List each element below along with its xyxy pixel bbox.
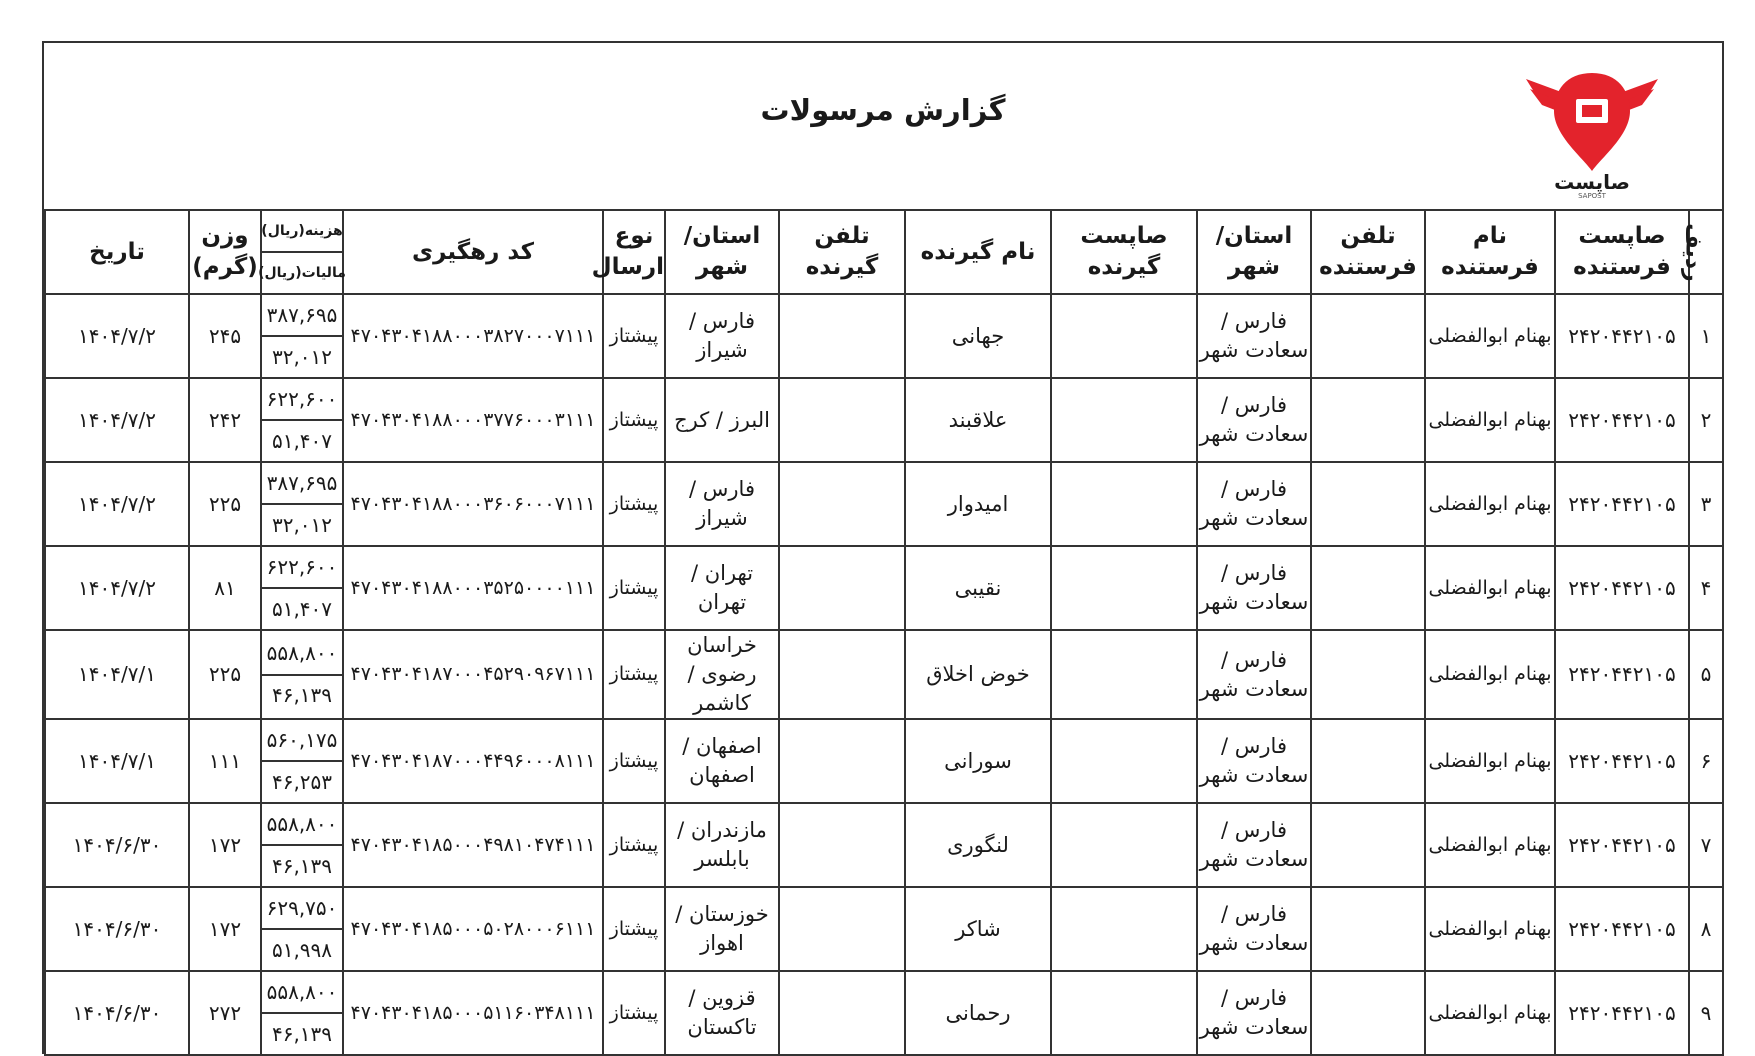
- receiver-city: البرز / کرج: [665, 378, 779, 462]
- sender-phone: [1311, 294, 1425, 378]
- report-page: [42, 41, 1724, 1054]
- receiver-name: لنگوری: [905, 803, 1051, 887]
- receiver-phone: [779, 378, 905, 462]
- sender-phone: [1311, 971, 1425, 1055]
- receiver-phone: [779, 971, 905, 1055]
- receiver-name: سورانی: [905, 719, 1051, 803]
- cost-tax-cell: [261, 887, 343, 971]
- receiver-code: [1051, 887, 1197, 971]
- tracking-code: ۴۷۰۴۳۰۴۱۸۸۰۰۰۳۵۲۵۰۰۰۰۱۱۱: [343, 546, 603, 630]
- sender-code: ۲۴۲۰۴۴۲۱۰۵: [1555, 378, 1689, 462]
- table-row: [45, 378, 1723, 462]
- send-type: پیشتاز: [603, 887, 665, 971]
- date-value: ۱۴۰۴/۷/۱: [45, 630, 189, 719]
- send-type: پیشتاز: [603, 294, 665, 378]
- cost-value: ۳۸۷,۶۹۵: [262, 295, 342, 337]
- tax-value: ۵۱,۹۹۸: [271, 937, 333, 962]
- receiver-city: فارس / شیراز: [665, 294, 779, 378]
- receiver-code: [1051, 294, 1197, 378]
- tracking-code: ۴۷۰۴۳۰۴۱۸۵۰۰۰۵۱۱۶۰۳۴۸۱۱۱: [343, 971, 603, 1055]
- sender-name: بهنام ابوالفضلی: [1425, 546, 1555, 630]
- header-send-type: نوع ارسال: [603, 210, 665, 294]
- sender-name: بهنام ابوالفضلی: [1425, 630, 1555, 719]
- sender-name: بهنام ابوالفضلی: [1425, 803, 1555, 887]
- header-sender-code: صاپست فرستنده: [1555, 210, 1689, 294]
- weight-value: ۸۱: [189, 546, 261, 630]
- receiver-city: خراسان رضوی / کاشمر: [665, 630, 779, 719]
- header-row-number: ردیف: [1689, 210, 1723, 294]
- date-value: ۱۴۰۴/۷/۲: [45, 546, 189, 630]
- receiver-code: [1051, 630, 1197, 719]
- weight-value: ۲۷۲: [189, 971, 261, 1055]
- tax-value: ۴۶,۱۳۹: [271, 853, 333, 878]
- sender-name: بهنام ابوالفضلی: [1425, 462, 1555, 546]
- receiver-code: [1051, 546, 1197, 630]
- sender-name: بهنام ابوالفضلی: [1425, 719, 1555, 803]
- sender-city: فارس / سعادت شهر: [1197, 887, 1311, 971]
- row-number: ۱: [1689, 294, 1723, 378]
- cost-value: ۵۵۸,۸۰۰: [262, 634, 342, 676]
- sender-phone: [1311, 719, 1425, 803]
- header-cost: هزینه(ریال): [262, 211, 342, 253]
- sender-name: بهنام ابوالفضلی: [1425, 378, 1555, 462]
- receiver-name: خوض اخلاق: [905, 630, 1051, 719]
- row-number: ۵: [1689, 630, 1723, 719]
- cost-tax-cell: [261, 971, 343, 1055]
- tax-value: ۴۶,۲۵۳: [271, 769, 333, 794]
- weight-value: ۱۷۲: [189, 803, 261, 887]
- table-row: [45, 719, 1723, 803]
- table-row: [45, 462, 1723, 546]
- receiver-phone: [779, 719, 905, 803]
- receiver-code: [1051, 971, 1197, 1055]
- row-number: ۷: [1689, 803, 1723, 887]
- send-type: پیشتاز: [603, 630, 665, 719]
- sender-phone: [1311, 546, 1425, 630]
- tracking-code: ۴۷۰۴۳۰۴۱۸۵۰۰۰۴۹۸۱۰۴۷۴۱۱۱: [343, 803, 603, 887]
- row-number: ۴: [1689, 546, 1723, 630]
- header-receiver-phone: تلفن گیرنده: [779, 210, 905, 294]
- cost-tax-cell: [261, 462, 343, 546]
- sender-city: فارس / سعادت شهر: [1197, 546, 1311, 630]
- sender-code: ۲۴۲۰۴۴۲۱۰۵: [1555, 630, 1689, 719]
- header-receiver-name: نام گیرنده: [905, 210, 1051, 294]
- sender-code: ۲۴۲۰۴۴۲۱۰۵: [1555, 719, 1689, 803]
- table-row: [45, 294, 1723, 378]
- table-row: [45, 971, 1723, 1055]
- send-type: پیشتاز: [603, 378, 665, 462]
- receiver-code: [1051, 462, 1197, 546]
- header-sender-city: استان/ شهر: [1197, 210, 1311, 294]
- header-receiver-code: صاپست گیرنده: [1051, 210, 1197, 294]
- report-header: [44, 43, 1722, 211]
- tax-value: ۴۶,۱۳۹: [271, 683, 333, 707]
- tracking-code: ۴۷۰۴۳۰۴۱۸۷۰۰۰۴۵۲۹۰۹۶۷۱۱۱: [343, 630, 603, 719]
- sapost-logo-icon: [1524, 59, 1660, 199]
- sender-code: ۲۴۲۰۴۴۲۱۰۵: [1555, 294, 1689, 378]
- sender-code: ۲۴۲۰۴۴۲۱۰۵: [1555, 546, 1689, 630]
- receiver-name: علاقبند: [905, 378, 1051, 462]
- sender-phone: [1311, 630, 1425, 719]
- sender-name: بهنام ابوالفضلی: [1425, 294, 1555, 378]
- sender-city: فارس / سعادت شهر: [1197, 294, 1311, 378]
- date-value: ۱۴۰۴/۶/۳۰: [45, 887, 189, 971]
- receiver-name: جهانی: [905, 294, 1051, 378]
- sender-city: فارس / سعادت شهر: [1197, 462, 1311, 546]
- receiver-phone: [779, 462, 905, 546]
- cost-value: ۵۵۸,۸۰۰: [262, 972, 342, 1014]
- row-number: ۶: [1689, 719, 1723, 803]
- sender-phone: [1311, 803, 1425, 887]
- receiver-code: [1051, 719, 1197, 803]
- sender-code: ۲۴۲۰۴۴۲۱۰۵: [1555, 803, 1689, 887]
- cost-tax-cell: [261, 719, 343, 803]
- receiver-phone: [779, 887, 905, 971]
- receiver-phone: [779, 294, 905, 378]
- weight-value: ۲۴۵: [189, 294, 261, 378]
- header-receiver-city: استان/ شهر: [665, 210, 779, 294]
- send-type: پیشتاز: [603, 971, 665, 1055]
- receiver-code: [1051, 803, 1197, 887]
- weight-value: ۲۴۲: [189, 378, 261, 462]
- header-date: تاریخ: [45, 210, 189, 294]
- cost-value: ۵۶۰,۱۷۵: [262, 720, 342, 762]
- receiver-phone: [779, 630, 905, 719]
- header-weight: وزن (گرم): [189, 210, 261, 294]
- table-row: [45, 803, 1723, 887]
- sender-city: فارس / سعادت شهر: [1197, 719, 1311, 803]
- row-number: ۸: [1689, 887, 1723, 971]
- receiver-name: نقیبی: [905, 546, 1051, 630]
- tracking-code: ۴۷۰۴۳۰۴۱۸۵۰۰۰۵۰۲۸۰۰۰۶۱۱۱: [343, 887, 603, 971]
- date-value: ۱۴۰۴/۶/۳۰: [45, 971, 189, 1055]
- header-sender-name: نام فرستنده: [1425, 210, 1555, 294]
- cost-tax-cell: [261, 630, 343, 719]
- sender-code: ۲۴۲۰۴۴۲۱۰۵: [1555, 887, 1689, 971]
- sender-code: ۲۴۲۰۴۴۲۱۰۵: [1555, 462, 1689, 546]
- tax-value: ۴۶,۱۳۹: [271, 1021, 333, 1046]
- sender-phone: [1311, 887, 1425, 971]
- table-row: [45, 630, 1723, 719]
- tracking-code: ۴۷۰۴۳۰۴۱۸۸۰۰۰۳۸۲۷۰۰۰۷۱۱۱: [343, 294, 603, 378]
- weight-value: ۱۱۱: [189, 719, 261, 803]
- cost-value: ۵۵۸,۸۰۰: [262, 804, 342, 846]
- table-row: [45, 887, 1723, 971]
- table-row: [45, 546, 1723, 630]
- send-type: پیشتاز: [603, 719, 665, 803]
- receiver-city: اصفهان / اصفهان: [665, 719, 779, 803]
- tracking-code: ۴۷۰۴۳۰۴۱۸۸۰۰۰۳۶۰۶۰۰۰۷۱۱۱: [343, 462, 603, 546]
- cost-value: ۶۲۲,۶۰۰: [262, 547, 342, 589]
- cost-tax-cell: [261, 378, 343, 462]
- cost-tax-cell: [261, 803, 343, 887]
- send-type: پیشتاز: [603, 803, 665, 887]
- tax-value: ۵۱,۴۰۷: [271, 428, 333, 453]
- receiver-name: رحمانی: [905, 971, 1051, 1055]
- tracking-code: ۴۷۰۴۳۰۴۱۸۷۰۰۰۴۴۹۶۰۰۰۸۱۱۱: [343, 719, 603, 803]
- receiver-city: خوزستان / اهواز: [665, 887, 779, 971]
- tracking-code: ۴۷۰۴۳۰۴۱۸۸۰۰۰۳۷۷۶۰۰۰۳۱۱۱: [343, 378, 603, 462]
- receiver-phone: [779, 546, 905, 630]
- table-header-row: [45, 210, 1723, 294]
- receiver-code: [1051, 378, 1197, 462]
- sender-phone: [1311, 462, 1425, 546]
- sender-city: فارس / سعادت شهر: [1197, 971, 1311, 1055]
- send-type: پیشتاز: [603, 546, 665, 630]
- logo-text: صاپست: [1554, 170, 1630, 194]
- header-cost-tax: [258, 210, 346, 294]
- row-number: ۲: [1689, 378, 1723, 462]
- cost-tax-cell: [261, 546, 343, 630]
- cost-tax-cell: [261, 294, 343, 378]
- cost-value: ۶۲۹,۷۵۰: [262, 888, 342, 930]
- header-tax: مالیات(ریال): [258, 265, 346, 281]
- sender-name: بهنام ابوالفضلی: [1425, 887, 1555, 971]
- header-tracking-code: کد رهگیری: [343, 210, 603, 294]
- receiver-city: قزوین / تاکستان: [665, 971, 779, 1055]
- date-value: ۱۴۰۴/۷/۲: [45, 462, 189, 546]
- weight-value: ۲۲۵: [189, 630, 261, 719]
- receiver-name: شاکر: [905, 887, 1051, 971]
- receiver-city: مازندران / بابلسر: [665, 803, 779, 887]
- tax-value: ۳۲,۰۱۲: [271, 512, 333, 537]
- send-type: پیشتاز: [603, 462, 665, 546]
- shipments-table: [44, 209, 1724, 1056]
- sender-code: ۲۴۲۰۴۴۲۱۰۵: [1555, 971, 1689, 1055]
- row-number: ۳: [1689, 462, 1723, 546]
- logo-subtext: SAPOST: [1578, 192, 1606, 200]
- receiver-city: تهران / تهران: [665, 546, 779, 630]
- weight-value: ۲۲۵: [189, 462, 261, 546]
- header-sender-phone: تلفن فرستنده: [1311, 210, 1425, 294]
- receiver-phone: [779, 803, 905, 887]
- page-title: گزارش مرسولات: [760, 93, 1006, 127]
- weight-value: ۱۷۲: [189, 887, 261, 971]
- date-value: ۱۴۰۴/۷/۲: [45, 378, 189, 462]
- row-number: ۹: [1689, 971, 1723, 1055]
- tax-value: ۵۱,۴۰۷: [271, 596, 333, 621]
- receiver-name: امیدوار: [905, 462, 1051, 546]
- cost-value: ۳۸۷,۶۹۵: [262, 463, 342, 505]
- sender-city: فارس / سعادت شهر: [1197, 378, 1311, 462]
- cost-value: ۶۲۲,۶۰۰: [262, 379, 342, 421]
- sender-name: بهنام ابوالفضلی: [1425, 971, 1555, 1055]
- date-value: ۱۴۰۴/۷/۱: [45, 719, 189, 803]
- date-value: ۱۴۰۴/۶/۳۰: [45, 803, 189, 887]
- sender-city: فارس / سعادت شهر: [1197, 803, 1311, 887]
- date-value: ۱۴۰۴/۷/۲: [45, 294, 189, 378]
- sender-city: فارس / سعادت شهر: [1197, 630, 1311, 719]
- sender-phone: [1311, 378, 1425, 462]
- tax-value: ۳۲,۰۱۲: [271, 344, 333, 369]
- receiver-city: فارس / شیراز: [665, 462, 779, 546]
